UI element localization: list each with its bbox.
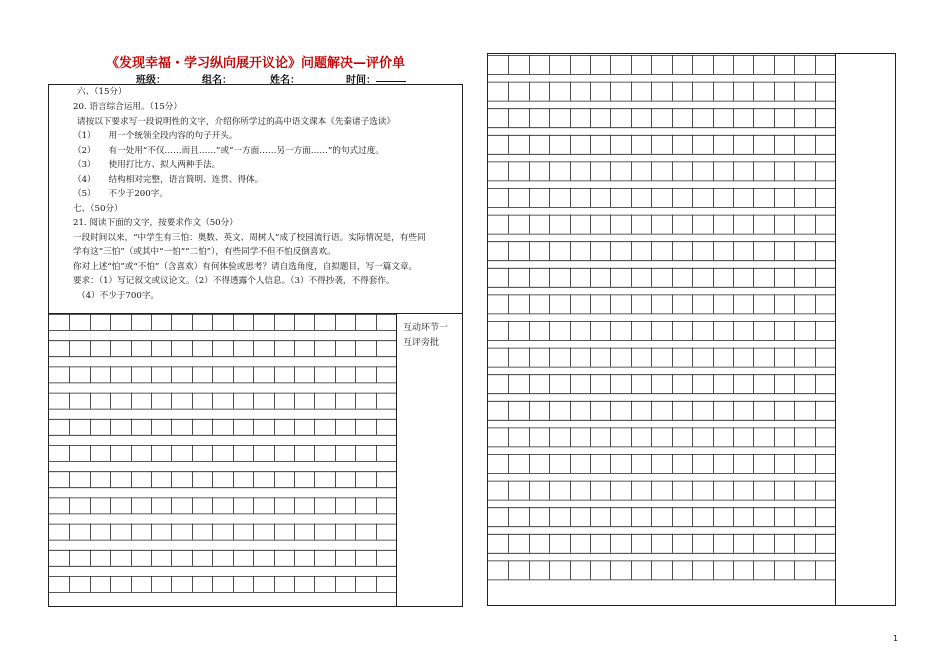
peer-review-column[interactable] [396, 313, 463, 606]
grid-row[interactable] [488, 560, 835, 580]
requirement-2: （2） 有一处用“不仅……而且……”或“一方面……另一方面……”的句式过度。 [73, 146, 384, 156]
grid-row[interactable] [488, 294, 835, 314]
side-note-review: 互评旁批 [403, 338, 440, 348]
grid-row[interactable] [488, 348, 835, 368]
grid-row[interactable] [488, 215, 835, 235]
grid-row[interactable] [488, 321, 835, 341]
time-label: 时间： [346, 75, 376, 86]
grid-row[interactable] [488, 82, 835, 102]
page-number: 1 [893, 634, 899, 643]
requirement-4: （4） 结构相对完整，语言简明、连贯、得体。 [73, 175, 264, 185]
requirement-5: （5） 不少于200字。 [73, 189, 168, 199]
essay-word-count: （4）不少于700字。 [77, 291, 160, 301]
grid-row[interactable] [488, 427, 835, 447]
grid-row[interactable] [488, 534, 835, 554]
page-title: 《发现幸福・学习纵向展开议论》问题解决—评价单 [105, 56, 405, 71]
question-20-prompt: 请按以下要求写一段说明性的文字，介绍你所学过的高中语文课本《先秦诸子选读》 [77, 117, 395, 127]
group-label: 组名： [202, 75, 232, 86]
right-margin-column[interactable] [835, 54, 895, 605]
grid-row[interactable] [488, 401, 835, 421]
section-seven-heading: 七、（50分） [73, 204, 123, 214]
class-label: 班级： [136, 75, 166, 86]
grid-row[interactable] [488, 135, 835, 155]
grid-row[interactable] [49, 576, 396, 593]
right-panel [487, 53, 896, 606]
essay-prompt-line: 你对上述“怕”或“不怕”（含喜欢）有何体验或思考？请自选角度，自拟题目，写一篇文章。 [73, 262, 418, 272]
section-six-heading: 六、（15分） [77, 87, 127, 97]
question-text-area [49, 85, 462, 314]
grid-row[interactable] [488, 55, 835, 75]
question-21-heading: 21. 阅读下面的文字，按要求作文（50分） [73, 218, 238, 228]
name-label: 姓名： [270, 75, 300, 86]
grid-row[interactable] [49, 550, 396, 567]
grid-row[interactable] [488, 188, 835, 208]
grid-row[interactable] [488, 507, 835, 527]
grid-row[interactable] [488, 268, 835, 288]
student-info-row [48, 71, 463, 85]
grid-row[interactable] [49, 471, 396, 488]
grid-row[interactable] [49, 366, 396, 383]
grid-row[interactable] [49, 445, 396, 462]
grid-row[interactable] [488, 108, 835, 128]
grid-row[interactable] [49, 497, 396, 514]
time-underline [376, 71, 406, 82]
left-panel [48, 84, 463, 607]
question-20-heading: 20. 语言综合运用。（15分） [73, 102, 182, 112]
essay-requirements-line: 要求：（1）写记叙文或议论文。（2）不得透露个人信息。（3）不得抄袭，不得套作。 [73, 276, 395, 286]
grid-row[interactable] [488, 481, 835, 501]
essay-material-line-2: 学有这“三怕”（或其中“一怕”“二怕”），有些同学不但不怕反倒喜欢。 [73, 247, 336, 257]
right-writing-grid[interactable] [488, 54, 835, 605]
grid-row[interactable] [488, 454, 835, 474]
grid-row[interactable] [49, 340, 396, 357]
grid-row[interactable] [49, 419, 396, 436]
grid-row[interactable] [488, 374, 835, 394]
side-note-interaction: 互动环节一 [403, 323, 449, 333]
grid-row[interactable] [49, 314, 396, 331]
left-writing-grid[interactable] [49, 313, 396, 606]
requirement-1: （1） 用一个统领全段内容的句子开头。 [73, 131, 238, 141]
grid-row[interactable] [488, 161, 835, 181]
grid-row[interactable] [488, 241, 835, 261]
grid-row[interactable] [49, 393, 396, 410]
requirement-3: （3） 使用打比方、拟人两种手法。 [73, 160, 221, 170]
essay-material-line-1: 一段时间以来，“中学生有三怕：奥数、英文、周树人”成了校园流行语。实际情况是，有些同 [73, 233, 426, 243]
grid-row[interactable] [49, 524, 396, 541]
